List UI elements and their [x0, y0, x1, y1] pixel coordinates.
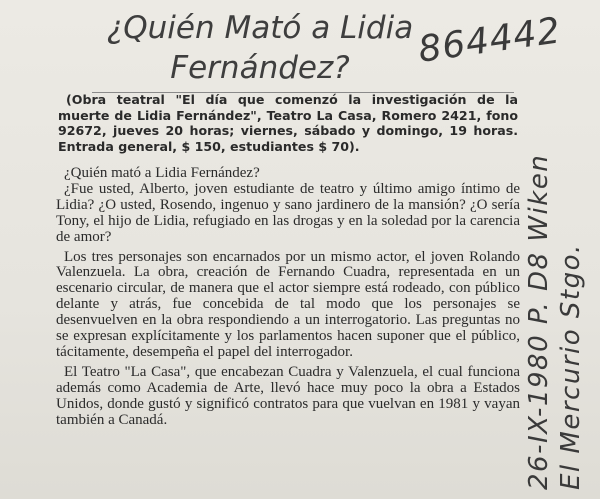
article-title-line-1: ¿Quién Mató a Lidia: [106, 10, 414, 46]
handwritten-catalog-number: 864442: [415, 10, 564, 71]
article-title-line-2: Fernández?: [170, 50, 350, 86]
body-paragraph-suspects: ¿Fue usted, Alberto, joven estudiante de teatro y último amigo íntimo de Lidia? ¿O usted, Rosendo, ingenuo y sano jardinero de la mansión? ¿O sería Tony, el hijo de Lidia, refugiado en las drogas y en la soledad por la carencia de amor?: [56, 180, 520, 245]
article-body: [56, 166, 520, 433]
body-paragraph-theatre: El Teatro "La Casa", que encabezan Cuadra y Valenzuela, el cual funciona además como Academia de Arte, llevó hace muy poco la obra a Estados Unidos, donde gustó y significó contratos para que vuelvan en 1981 y vayan también a Canadá.: [56, 363, 520, 428]
handwritten-date-note: 26-IX-1980 P. D8 Wiken: [524, 153, 554, 490]
handwritten-source-note: El Mercurio Stgo.: [556, 243, 586, 490]
play-credits: (Obra teatral "El día que comenzó la investigación de la muerte de Lidia Fernández", Teatro La Casa, Romero 2421, fono 92672, jueves 20 horas; viernes, sábado y domingo, 19 horas. Entrada general, $ 150, estudiantes $ 70).: [58, 92, 518, 154]
article-title: [40, 8, 480, 88]
body-paragraph-question: ¿Quién mató a Lidia Fernández?: [64, 165, 260, 181]
body-paragraph-staging: Los tres personajes son encarnados por un mismo actor, el joven Rolando Valenzuela. La obra, creación de Fernando Cuadra, representada en un escenario circular, de manera que el actor siempre está rodeado, con público delante y atrás, fue concebida de tal modo que los personajes se desenvuelven en la obra respondiendo a un interrogatorio. Las preguntas no se expresan explícitamente y los parlamentos hacen suponer que el público, tácitamente, desempeña el papel del interrogador.: [56, 248, 520, 360]
